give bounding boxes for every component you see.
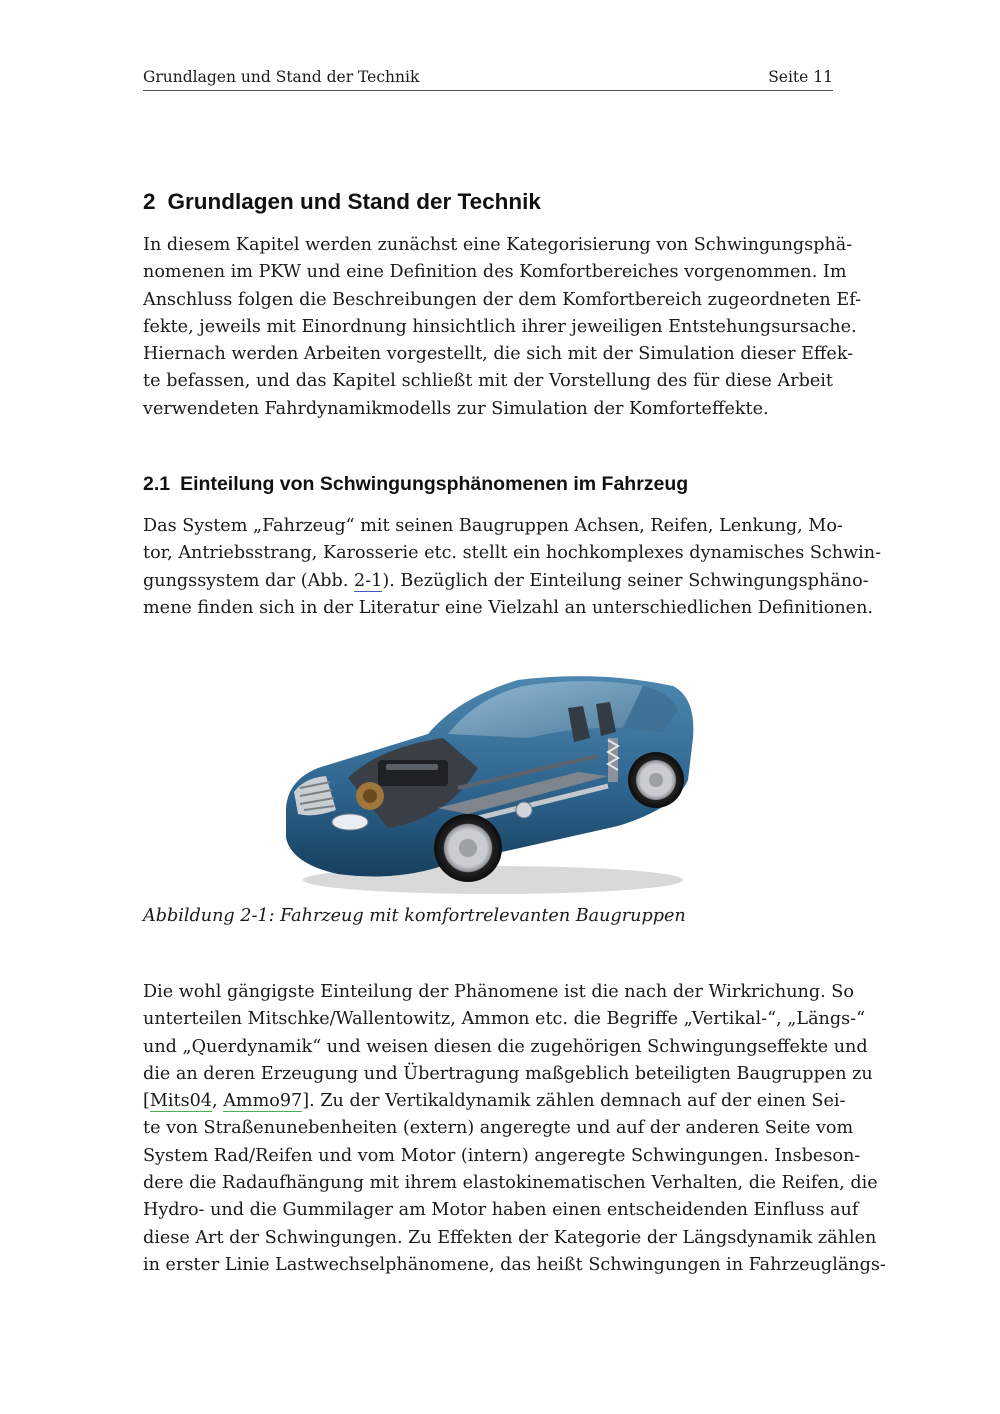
text-line: mene finden sich in der Literatur eine Vielzahl an unterschiedlichen Definitionen. (143, 597, 874, 618)
text-line: In diesem Kapitel werden zunächst eine Kategorisierung von Schwingungsphä- (143, 235, 853, 255)
text-segment: , (212, 1091, 224, 1112)
wheel-hub (459, 839, 477, 857)
text-line: Anschluss folgen die Beschreibungen der dem Komfortbereich zugeordneten Ef- (143, 289, 862, 310)
section-number: 2.1 (143, 473, 171, 495)
text-line: Das System „Fahrzeug“ mit seinen Baugruppen Achsen, Reifen, Lenkung, Mo- (143, 516, 843, 536)
text-line: Die wohl gängigste Einteilung der Phänomene ist die nach der Wirkrichung. So (143, 982, 854, 1002)
belt-drive-hub (363, 789, 377, 803)
text-segment: ]. Zu der Vertikaldynamik zählen demnach auf der einen Sei- (302, 1091, 846, 1112)
text-line (143, 1088, 846, 1115)
text-line: Hydro- und die Gummilager am Motor haben einen entscheidenden Einfluss auf (143, 1200, 859, 1221)
text-line: te befassen, und das Kapitel schließt mit der Vorstellung des für diese Arbeit (143, 371, 833, 392)
side-badge (516, 802, 532, 818)
section-title: Einteilung von Schwingungsphänomenen im Fahrzeug (180, 473, 689, 495)
text-line (143, 568, 869, 595)
engine-cover (378, 760, 448, 786)
text-line: Hiernach werden Arbeiten vorgestellt, die sich mit der Simulation dieser Effek- (143, 344, 854, 365)
text-line: unterteilen Mitschke/Wallentowitz, Ammon etc. die Begriffe „Vertikal-“, „Längs-“ (143, 1009, 866, 1030)
text-line: die an deren Erzeugung und Übertragung maßgeblich beteiligten Baugruppen zu (143, 1063, 873, 1084)
headlight (332, 814, 368, 830)
wheel-hub (649, 773, 663, 787)
section-paragraph-1 (143, 513, 882, 622)
chapter-title: Grundlagen und Stand der Technik (167, 189, 541, 214)
text-segment: ). Bezüglich der Einteilung seiner Schwingungsphäno- (382, 570, 869, 591)
text-line: System Rad/Reifen und vom Motor (intern) angeregte Schwingungen. Insbeson- (143, 1145, 861, 1166)
car-cutaway-figure (278, 668, 698, 896)
figure-caption: Abbildung 2-1: Fahrzeug mit komfortrelevanten Baugruppen (143, 906, 686, 926)
running-header (143, 66, 833, 91)
section-heading (143, 473, 688, 496)
text-line: und „Querdynamik“ und weisen diesen die zugehörigen Schwingungseffekte und (143, 1036, 868, 1057)
header-title: Grundlagen und Stand der Technik (143, 68, 420, 86)
engine-detail (386, 764, 438, 770)
text-line: te von Straßenunebenheiten (extern) angeregte und auf der anderen Seite vom (143, 1118, 854, 1139)
figure-reference-link[interactable]: 2-1 (354, 570, 383, 591)
chapter-number: 2 (143, 189, 156, 214)
text-segment: [ (143, 1091, 150, 1112)
page-number: Seite 11 (768, 68, 833, 86)
text-line: fekte, jeweils mit Einordnung hinsichtlich ihrer jeweiligen Entstehungsursache. (143, 316, 857, 337)
text-line: verwendeten Fahrdynamikmodells zur Simulation der Komforteffekte. (143, 398, 769, 419)
citation-link-ammo97[interactable]: Ammo97 (223, 1091, 303, 1112)
chapter-heading (143, 189, 541, 215)
text-segment: gungssystem dar (Abb. (143, 570, 355, 591)
text-line: tor, Antriebsstrang, Karosserie etc. stellt ein hochkomplexes dynamisches Schwin- (143, 543, 882, 564)
text-line: in erster Linie Lastwechselphänomene, das heißt Schwingungen in Fahrzeuglängs- (143, 1254, 886, 1275)
text-line: nomenen im PKW und eine Definition des Komfortbereiches vorgenommen. Im (143, 262, 847, 283)
text-line: diese Art der Schwingungen. Zu Effekten der Kategorie der Längsdynamik zählen (143, 1227, 877, 1248)
intro-paragraph (143, 232, 862, 423)
section-paragraph-2 (143, 979, 886, 1279)
text-line: dere die Radaufhängung mit ihrem elastokinematischen Verhalten, die Reifen, die (143, 1173, 878, 1194)
citation-link-mits04[interactable]: Mits04 (149, 1091, 213, 1112)
